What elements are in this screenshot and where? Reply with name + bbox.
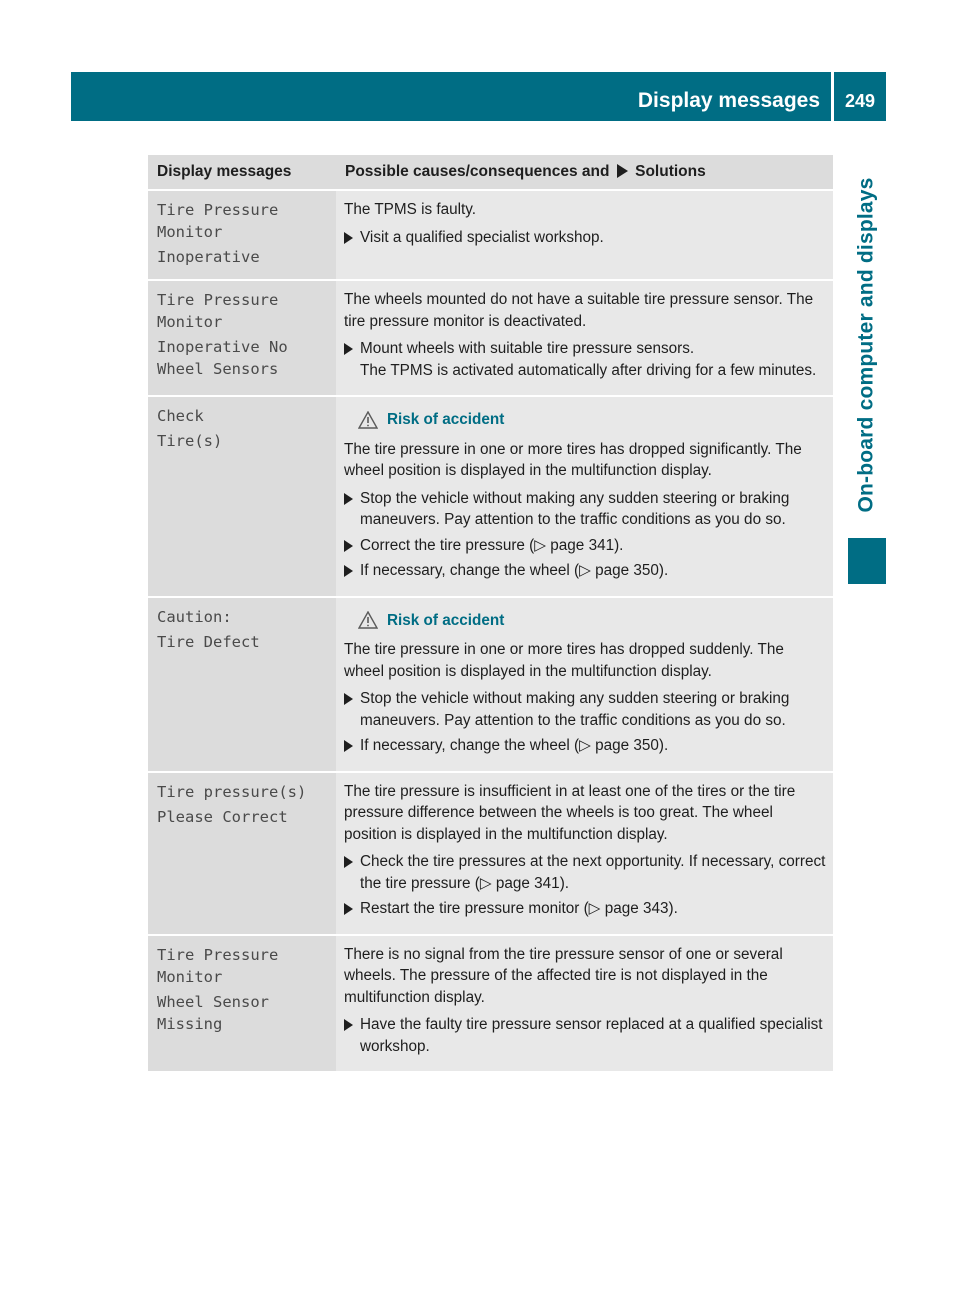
- warning-title: Risk of accident: [387, 411, 505, 428]
- message-text: [157, 336, 327, 380]
- warning: [358, 409, 827, 431]
- message-line: Tire Pressure: [157, 201, 279, 219]
- step-arrow-icon: [344, 560, 360, 582]
- step-text: Stop the vehicle without making any sudden steering or braking maneuvers. Pay attention to the traffic conditions as you do so.: [360, 489, 790, 528]
- message-line: Wheel Sensor: [157, 992, 269, 1011]
- message-cell: [148, 936, 336, 1072]
- step-result-text: The TPMS is activated automatically after driving for a few minutes.: [360, 361, 817, 379]
- side-tab-marker: [848, 538, 886, 584]
- side-tab-label-wrap: [848, 160, 886, 530]
- message-text: [157, 806, 327, 828]
- warning: [358, 610, 827, 632]
- solution-step: [344, 688, 827, 731]
- solution-step: [344, 1014, 827, 1057]
- message-line: Please Correct: [157, 807, 288, 826]
- message-line: Monitor: [157, 313, 223, 331]
- message-text: [157, 781, 327, 803]
- message-line: Wheel Sensors: [157, 360, 279, 378]
- message-line: Monitor: [157, 223, 223, 241]
- arrow-right-icon: [617, 164, 628, 178]
- step-text: Check the tire pressures at the next opportunity. If necessary, correct the tire pressure (▷ page 341).: [360, 853, 826, 892]
- col-header-causes-solutions: [336, 155, 833, 189]
- message-line: Tire Defect: [157, 632, 260, 651]
- solution-cell: [336, 936, 833, 1072]
- message-text: [157, 430, 327, 452]
- step-text: Restart the tire pressure monitor (▷ page 343).: [360, 900, 678, 917]
- message-line: Tire Pressure: [157, 291, 279, 309]
- message-cell: [148, 397, 336, 596]
- message-text: [157, 631, 327, 653]
- message-line: Inoperative No: [157, 338, 288, 356]
- message-line: Tire pressure(s): [157, 782, 307, 801]
- cause-text: The tire pressure is insufficient in at least one of the tires or the tire pressure difference between the wheels is too great. The wheel position is displayed in the multifunction display.: [344, 782, 796, 843]
- solution-cell: [336, 281, 833, 395]
- warning-triangle-icon: [358, 411, 378, 429]
- step-arrow-icon: [344, 338, 360, 381]
- step-text: Have the faulty tire pressure sensor replaced at a qualified specialist workshop.: [360, 1016, 823, 1055]
- message-text: [157, 606, 327, 628]
- table-row: [148, 281, 833, 397]
- cause-text: There is no signal from the tire pressure sensor of one or several wheels. The pressure of the affected tire is not displayed in the multifunction display.: [344, 945, 783, 1006]
- step-arrow-icon: [344, 535, 360, 557]
- step-arrow-icon: [344, 227, 360, 249]
- page-number: 249: [844, 91, 876, 111]
- solution-step: [344, 735, 827, 757]
- table-row: [148, 936, 833, 1074]
- step-arrow-icon: [344, 488, 360, 531]
- col-header-solutions-text: Solutions: [635, 163, 706, 180]
- table-row: [148, 191, 833, 281]
- step-text: Visit a qualified specialist workshop.: [360, 228, 604, 246]
- step-arrow-icon: [344, 1014, 360, 1057]
- side-tab-label: On-board computer and displays: [855, 177, 878, 513]
- message-text: [157, 405, 327, 427]
- step-arrow-icon: [344, 688, 360, 731]
- solution-step: [344, 338, 827, 381]
- message-line: Caution:: [157, 607, 232, 626]
- step-arrow-icon: [344, 735, 360, 757]
- cause-text: The tire pressure in one or more tires has dropped significantly. The wheel position is displayed in the multifunction display.: [344, 440, 802, 479]
- message-text: [157, 991, 327, 1035]
- message-text: [157, 289, 327, 333]
- message-line: Tire Pressure: [157, 945, 279, 964]
- solution-cell: [336, 598, 833, 771]
- message-cell: [148, 773, 336, 934]
- solution-cell: [336, 397, 833, 596]
- message-line: Check: [157, 407, 204, 425]
- solution-step: [344, 898, 827, 920]
- col-header-causes-text: Possible causes/consequences and: [345, 163, 610, 180]
- step-text: If necessary, change the wheel (▷ page 350).: [360, 737, 669, 754]
- step-text: If necessary, change the wheel (▷ page 350).: [360, 562, 669, 579]
- message-line: Missing: [157, 1014, 223, 1033]
- message-line: Tire(s): [157, 432, 223, 450]
- table-row: [148, 598, 833, 773]
- message-cell: [148, 281, 336, 395]
- table-row: [148, 773, 833, 936]
- warning-triangle-icon: [358, 611, 378, 629]
- solution-cell: [336, 191, 833, 279]
- cause-text: The wheels mounted do not have a suitable tire pressure sensor. The tire pressure monitor is deactivated.: [344, 291, 814, 330]
- cause-text: The tire pressure in one or more tires has dropped suddenly. The wheel position is displayed in the multifunction display.: [344, 641, 784, 680]
- table-row: [148, 397, 833, 598]
- solution-step: [344, 488, 827, 531]
- step-text: Correct the tire pressure (▷ page 341).: [360, 536, 624, 554]
- warning-title: Risk of accident: [387, 611, 505, 629]
- step-arrow-icon: [344, 851, 360, 894]
- message-cell: [148, 598, 336, 771]
- message-cell: [148, 191, 336, 279]
- display-messages-table: [148, 155, 833, 1073]
- step-text-line: Mount wheels with suitable tire pressure sensors.: [360, 340, 695, 357]
- solution-step: [344, 560, 827, 582]
- solution-step: [344, 227, 827, 249]
- message-line: Monitor: [157, 967, 223, 986]
- solution-cell: [336, 773, 833, 934]
- message-line: Inoperative: [157, 248, 260, 266]
- solution-step: [344, 851, 827, 894]
- step-text: [360, 338, 827, 381]
- solution-step: [344, 535, 827, 557]
- step-text: Stop the vehicle without making any sudden steering or braking maneuvers. Pay attention to the traffic conditions as you do so.: [360, 690, 790, 729]
- cause-text: The TPMS is faulty.: [344, 201, 477, 218]
- table-header-row: [148, 155, 833, 191]
- col-header-display-messages: Display messages: [157, 163, 292, 180]
- message-text: [157, 199, 327, 243]
- message-text: [157, 944, 327, 988]
- message-text: [157, 246, 327, 268]
- section-title: Display messages: [637, 89, 820, 112]
- step-arrow-icon: [344, 898, 360, 920]
